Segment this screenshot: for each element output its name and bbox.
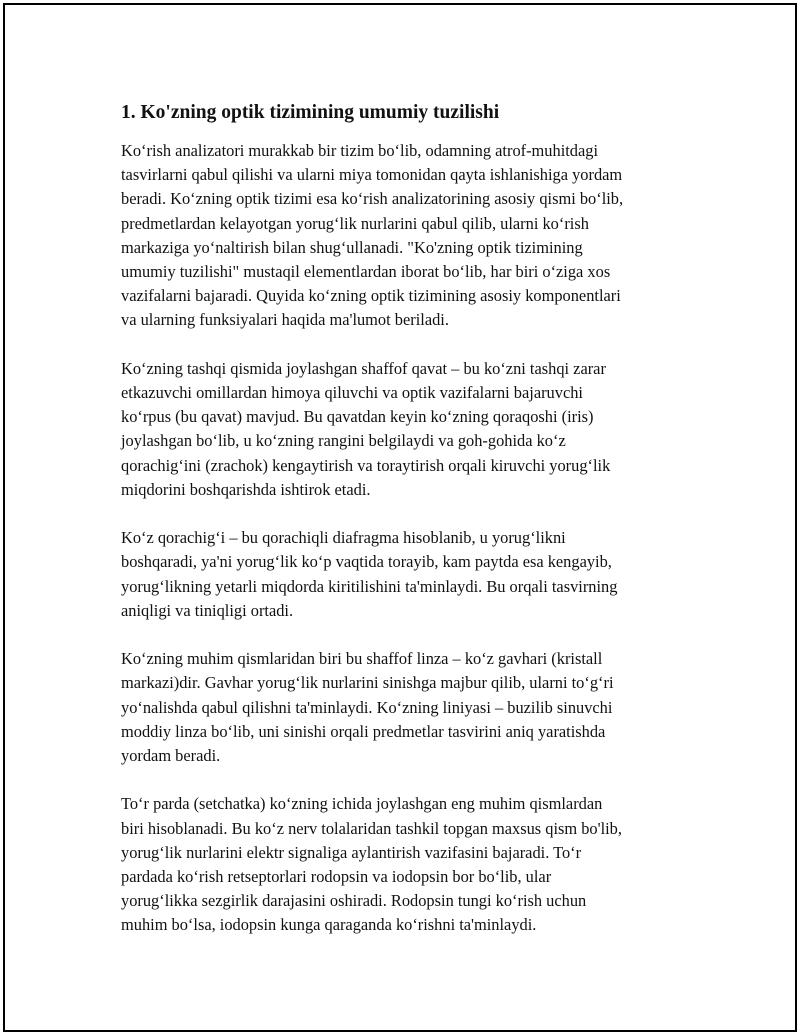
text-line: yorug‘likka sezgirlik darajasini oshiradi. Rodopsin tungi ko‘rish uchun bbox=[121, 891, 587, 911]
text-line: yo‘nalishda qabul qilishni ta'minlaydi. Ko‘zning liniyasi – buzilib sinuvchi bbox=[121, 697, 613, 717]
text-line: Ko‘zning tashqi qismida joylashgan shaffof qavat – bu ko‘zni tashqi zarar bbox=[121, 358, 606, 378]
text-line: boshqaradi, ya'ni yorug‘lik ko‘p vaqtida torayib, kam paytda esa kengayib, bbox=[121, 552, 612, 572]
paragraph bbox=[121, 792, 691, 937]
paragraph bbox=[121, 357, 691, 502]
paragraph bbox=[121, 526, 691, 623]
document-body bbox=[121, 101, 691, 962]
document-title: 1. Ko'zning optik tizimining umumiy tuzilishi bbox=[121, 102, 500, 123]
text-line: muhim bo‘lsa, iodopsin kunga qaraganda ko‘rishni ta'minlaydi. bbox=[121, 915, 537, 935]
text-line: aniqligi va tiniqligi ortadi. bbox=[121, 600, 294, 620]
text-line: Ko‘zning muhim qismlaridan biri bu shaffof linza – ko‘z gavhari (kristall bbox=[121, 649, 603, 669]
text-line: umumiy tuzilishi" mustaqil elementlardan iborat bo‘lib, har biri o‘ziga xos bbox=[121, 262, 611, 282]
text-line: qorachig‘ini (zrachok) kengaytirish va toraytirish orqali kiruvchi yorug‘lik bbox=[121, 455, 611, 475]
text-line: predmetlardan kelayotgan yorug‘lik nurlarini qabul qilib, ularni ko‘rish bbox=[121, 213, 589, 233]
text-line: markaziga yo‘naltirish bilan shug‘ullanadi. "Ko'zning optik tizimining bbox=[121, 237, 583, 257]
text-line: yorug‘lik nurlarini elektr signaliga aylantirish vazifasini bajaradi. To‘r bbox=[121, 842, 582, 862]
text-line: etkazuvchi omillardan himoya qiluvchi va optik vazifalarni bajaruvchi bbox=[121, 383, 583, 403]
text-line: markazi)dir. Gavhar yorug‘lik nurlarini sinishga majbur qilib, ularni to‘g‘ri bbox=[121, 673, 614, 693]
paragraph bbox=[121, 139, 691, 333]
text-line: yorug‘likning yetarli miqdorda kiritilishini ta'minlaydi. Bu orqali tasvirning bbox=[121, 576, 618, 596]
text-line: tasvirlarni qabul qilishi va ularni miya tomonidan qayta ishlanishiga yordam bbox=[121, 165, 623, 185]
text-line: joylashgan bo‘lib, u ko‘zning rangini belgilaydi va goh-gohida ko‘z bbox=[121, 431, 566, 451]
text-line: yordam beradi. bbox=[121, 746, 221, 766]
text-line: To‘r parda (setchatka) ko‘zning ichida joylashgan eng muhim qismlardan bbox=[121, 794, 603, 814]
text-line: beradi. Ko‘zning optik tizimi esa ko‘rish analizatorining asosiy qismi bo‘lib, bbox=[121, 189, 624, 209]
text-line: pardada ko‘rish retseptorlari rodopsin va iodopsin bor bo‘lib, ular bbox=[121, 867, 552, 887]
paragraph bbox=[121, 647, 691, 768]
text-line: Ko‘rish analizatori murakkab bir tizim bo‘lib, odamning atrof-muhitdagi bbox=[121, 141, 599, 160]
text-line: moddiy linza bo‘lib, uni sinishi orqali predmetlar tasvirini aniq yaratishda bbox=[121, 721, 606, 741]
page-frame bbox=[3, 3, 797, 1032]
text-line: va ularning funksiyalari haqida ma'lumot beriladi. bbox=[121, 310, 449, 330]
text-line: ko‘rpus (bu qavat) mavjud. Bu qavatdan keyin ko‘zning qoraqoshi (iris) bbox=[121, 407, 594, 427]
paragraph-list bbox=[121, 139, 691, 938]
text-line: Ko‘z qorachig‘i – bu qorachiqli diafragma hisoblanib, u yorug‘likni bbox=[121, 528, 566, 548]
text-line: vazifalarni bajaradi. Quyida ko‘zning optik tizimining asosiy komponentlari bbox=[121, 286, 621, 306]
text-line: biri hisoblanadi. Bu ko‘z nerv tolalaridan tashkil topgan maxsus qism bo'lib, bbox=[121, 818, 622, 838]
text-line: miqdorini boshqarishda ishtirok etadi. bbox=[121, 479, 371, 499]
